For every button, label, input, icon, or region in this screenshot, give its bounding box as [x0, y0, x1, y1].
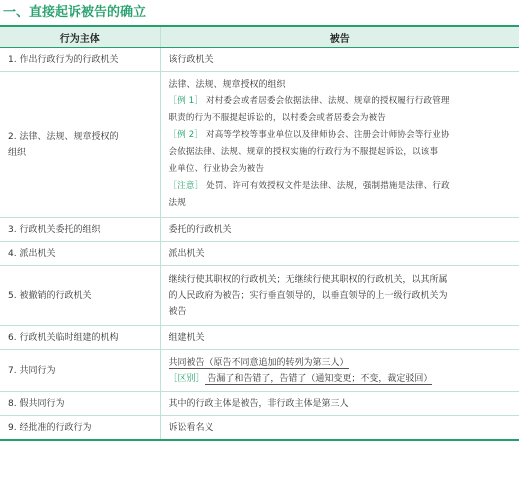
row-subject: 7. 共同行为 [0, 350, 160, 392]
row-subject: 8. 假共同行为 [0, 392, 160, 416]
defendant-line: 被告 [168, 307, 187, 317]
row-subject: 3. 行政机关委托的组织 [0, 218, 160, 242]
row-defendant: 其中的行政主体是被告，非行政主体是第三人 [160, 392, 519, 416]
table-row [0, 72, 519, 218]
difference-tag: ［区别］ [168, 374, 205, 384]
row-defendant: 该行政机关 [160, 48, 519, 72]
row-defendant: 诉讼看名义 [160, 416, 519, 441]
row-defendant: 派出机关 [160, 242, 519, 266]
table-row [0, 392, 519, 416]
defendant-line [169, 355, 514, 371]
table-row [0, 350, 519, 392]
row-subject-line: 2. 法律、法规、规章授权的 [8, 131, 119, 142]
defendant-line: 的人民政府为被告；实行垂直领导的，以垂直领导的上一级行政机关为 [168, 291, 448, 301]
row-defendant: 委托的行政机关 [160, 218, 519, 242]
column-header-subject: 行为主体 [0, 26, 160, 48]
underlined-text: 共同被告（原告不同意追加的转列为第三人） [168, 358, 349, 368]
table-row [0, 218, 519, 242]
example-text: 对村委会或者居委会依据法律、法规、规章的授权履行行政管理 [203, 96, 450, 106]
table-row [0, 242, 519, 266]
row-subject: 6. 行政机关临时组建的机构 [0, 326, 160, 350]
table-row [0, 326, 519, 350]
row-subject [0, 72, 160, 218]
example-tag: ［例 1］ [168, 96, 204, 106]
defendant-table [0, 25, 519, 441]
note-line: 法规 [168, 198, 186, 208]
table-row [0, 266, 519, 326]
difference-text: 告漏了和告错了，告错了（通知变更；不变，裁定驳回） [204, 374, 433, 384]
table-row [0, 416, 519, 441]
table-header-row [0, 26, 519, 48]
row-defendant [160, 72, 519, 218]
example-text: 对高等学校等事业单位以及律师协会、注册会计师协会等行业协 [203, 130, 450, 140]
row-subject-line: 组织 [8, 147, 27, 158]
row-defendant [160, 350, 519, 392]
example-line: 业单位、行业协会为被告 [168, 164, 265, 174]
section-heading: 一、直接起诉被告的确立 [3, 5, 147, 20]
example-line: 职责的行为不服提起诉讼的，以村委会或者居委会为被告 [168, 113, 387, 123]
row-subject: 1. 作出行政行为的行政机关 [0, 48, 160, 72]
row-defendant: 组建机关 [160, 326, 519, 350]
example-line [169, 93, 514, 110]
example-tag: ［例 2］ [168, 130, 204, 140]
row-subject: 9. 经批准的行政行为 [0, 416, 160, 441]
note-text: 处罚、许可有效授权文件是法律、法规，强制措施是法律、行政 [203, 181, 450, 191]
defendant-main: 法律、法规、规章授权的组织 [168, 80, 286, 90]
table-row [0, 48, 519, 72]
difference-line [169, 371, 514, 387]
note-tag: ［注意］ [168, 181, 204, 191]
example-line: 会依据法律、法规、规章的授权实施的行政行为不服提起诉讼，以该事 [168, 147, 439, 157]
defendant-line: 继续行使其职权的行政机关；无继续行使其职权的行政机关，以其所属 [168, 275, 448, 285]
example-line [169, 127, 514, 144]
row-subject: 5. 被撤销的行政机关 [0, 266, 160, 326]
note-line [169, 178, 514, 195]
row-subject: 4. 派出机关 [0, 242, 160, 266]
column-header-defendant: 被告 [160, 26, 519, 48]
row-defendant [160, 266, 519, 326]
